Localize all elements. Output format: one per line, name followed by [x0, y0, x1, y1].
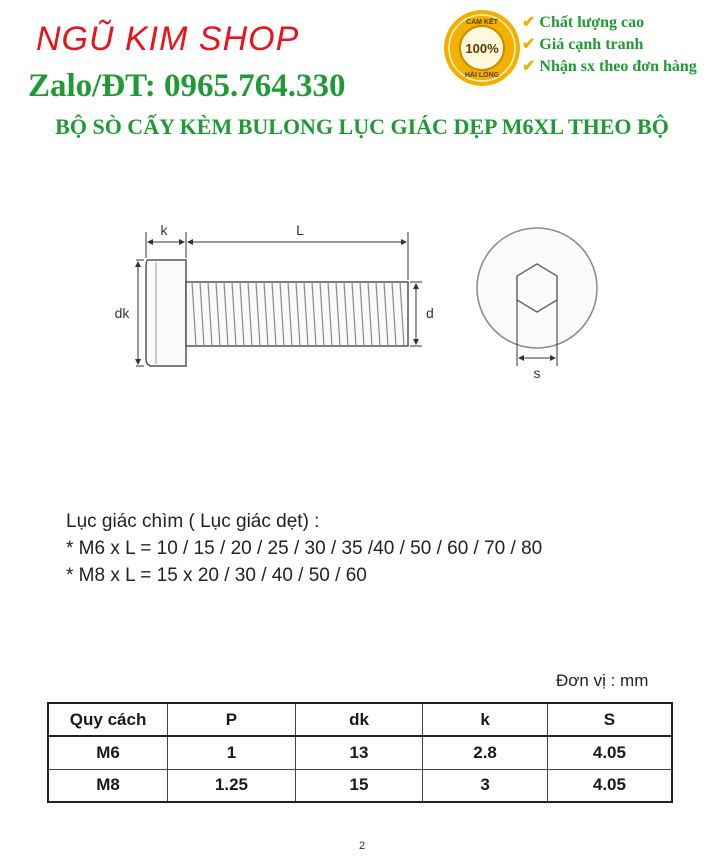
label-k: k	[160, 222, 168, 238]
satisfaction-badge-icon	[442, 8, 522, 88]
check-icon: ✔	[522, 36, 536, 53]
table-header-row	[48, 703, 672, 736]
col-header: S	[547, 703, 672, 736]
label-L: L	[296, 222, 304, 238]
unit-label: Đơn vị : mm	[556, 671, 649, 690]
feature-list	[522, 12, 697, 78]
check-icon: ✔	[522, 14, 536, 31]
size-options-title: Lục giác chìm ( Lục giác dẹt) :	[66, 511, 320, 532]
table-cell: M8	[48, 769, 168, 802]
size-options	[66, 508, 542, 589]
bolt-head	[146, 260, 186, 366]
spec-table	[47, 702, 673, 803]
page-title: BỘ SÒ CẤY KÈM BULONG LỤC GIÁC DẸP M6XL THEO BỘ	[55, 114, 669, 139]
badge-top-text: CAM KẾT	[466, 19, 498, 26]
contact-phone: Zalo/ĐT: 0965.764.330	[28, 68, 346, 104]
table-cell: 2.8	[423, 736, 548, 769]
table-cell: 13	[295, 736, 423, 769]
table-cell: M6	[48, 736, 168, 769]
label-dk: dk	[114, 305, 130, 321]
col-header: dk	[295, 703, 423, 736]
page-number: 2	[358, 840, 366, 852]
feature-item: ✔ Nhận sx theo đơn hàng	[522, 58, 697, 75]
table-cell: 15	[295, 769, 423, 802]
table-cell: 3	[423, 769, 548, 802]
size-option-line: * M6 x L = 10 / 15 / 20 / 25 / 30 / 35 /40 / 50 / 60 / 70 / 80	[66, 538, 543, 559]
table-cell: 1.25	[168, 769, 296, 802]
shop-name: NGŨ KIM SHOP	[36, 20, 300, 58]
size-option-line: * M8 x L = 15 x 20 / 30 / 40 / 50 / 60	[66, 565, 367, 586]
badge-percent: 100%	[465, 41, 499, 56]
table-cell: 4.05	[547, 736, 672, 769]
label-d: d	[426, 305, 434, 321]
table-cell: 4.05	[547, 769, 672, 802]
table-row	[48, 769, 672, 802]
table-row	[48, 736, 672, 769]
feature-item: ✔ Chất lượng cao	[522, 14, 645, 31]
col-header: k	[423, 703, 548, 736]
feature-item: ✔ Giá cạnh tranh	[522, 36, 644, 53]
col-header: Quy cách	[48, 703, 168, 736]
check-icon: ✔	[522, 58, 536, 75]
col-header: P	[168, 703, 296, 736]
table-cell: 1	[168, 736, 296, 769]
badge-bottom-text: HÀI LÒNG	[464, 72, 500, 79]
label-s: s	[533, 365, 541, 381]
bolt-dimension-drawing	[100, 210, 690, 400]
